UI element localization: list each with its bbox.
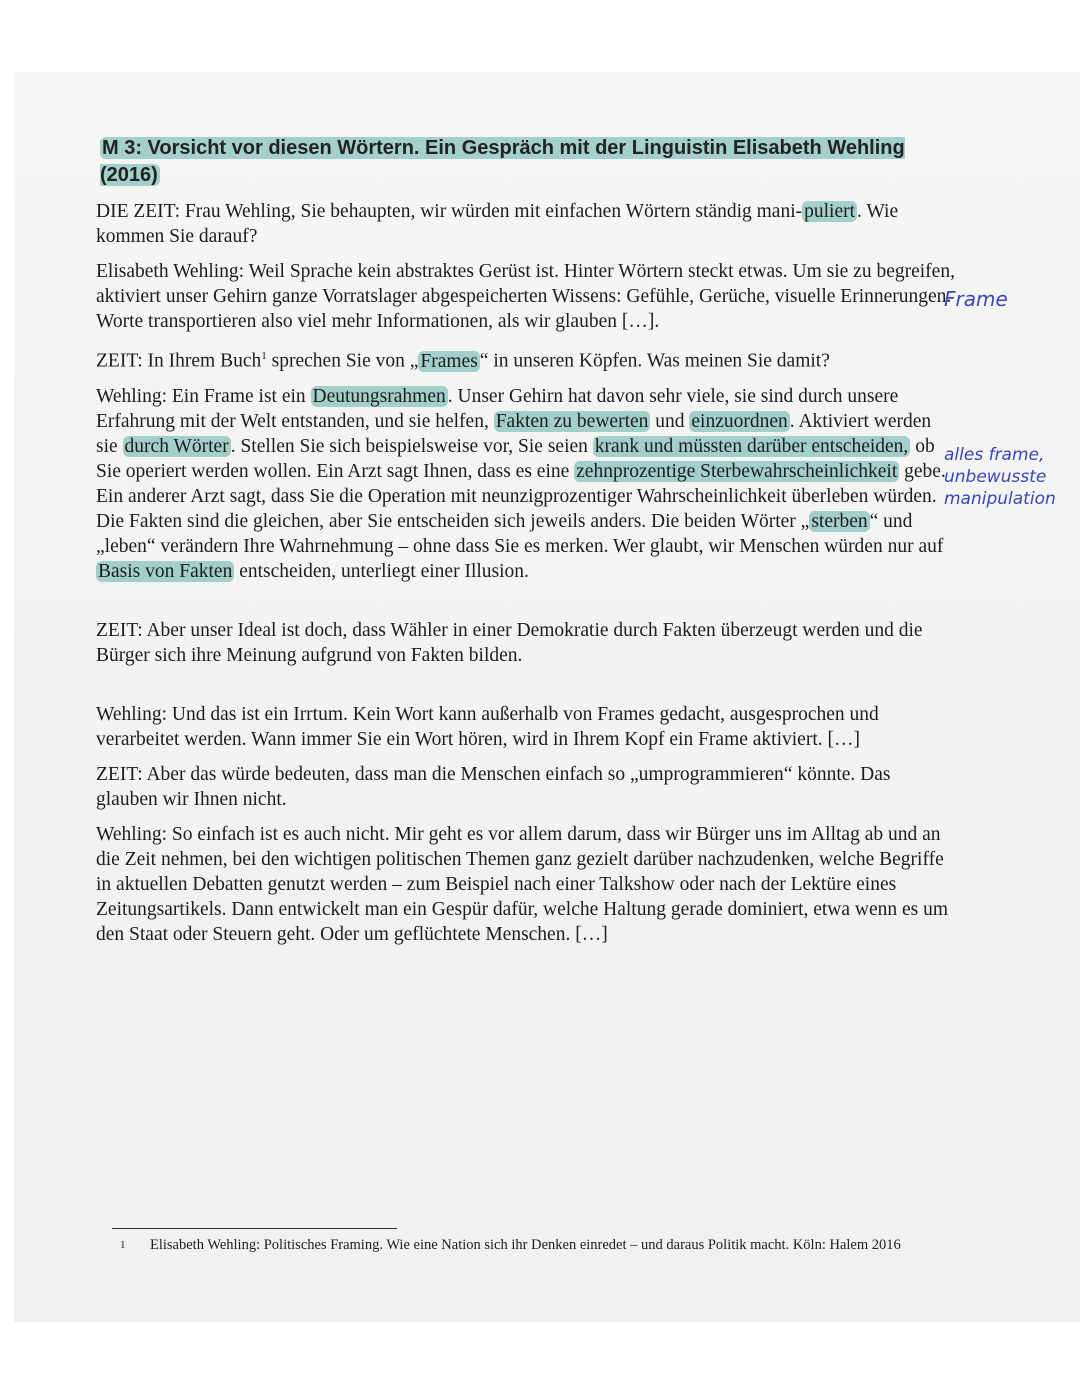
paragraph-wehling-1: Elisabeth Wehling: Weil Sprache kein abstraktes Gerüst ist. Hinter Wörtern steckt etwas. Um sie zu begreifen, aktiviert unser Gehirn ganze Vorratslager abgespeicherten Wissens: Gefühle, Gerüche, visuelle Erinnerungen. Worte transportieren also viel mehr Informationen, als wir glauben […]. (96, 261, 955, 332)
scan-margin (0, 0, 1080, 72)
spacer (96, 678, 956, 702)
footnote (120, 1236, 960, 1255)
handwritten-note-manipulation: alles frame, unbewusste manipulation (944, 445, 1056, 509)
document-title: M 3: Vorsicht vor diesen Wörtern. Ein Gespräch mit der Linguistin Elisabeth Wehling (2016) (100, 137, 905, 186)
paragraph-zeit-1: DIE ZEIT: Frau Wehling, Sie behaupten, wir würden mit einfachen Wörtern ständig mani- puliert . Wie kommen Sie darauf? (96, 201, 899, 247)
footnote-number: 1 (120, 1239, 126, 1251)
spacer (96, 594, 956, 618)
document-body (96, 135, 956, 957)
footnote-text: Elisabeth Wehling: Politisches Framing. Wie eine Nation sich ihr Denken einredet – und daraus Politik macht. Köln: Halem 2016 (150, 1237, 901, 1253)
paragraph-wehling-3: Wehling: Und das ist ein Irrtum. Kein Wort kann außerhalb von Frames gedacht, ausgesprochen und verarbeitet werden. Wann immer Sie ein Wort hören, wird in Ihrem Kopf ein Frame aktiviert. […] (96, 703, 879, 750)
footnote-divider (112, 1228, 397, 1229)
paragraph-zeit-3: ZEIT: Aber unser Ideal ist doch, dass Wähler in einer Demokratie durch Fakten überzeugt werden und die Bürger sich ihre Meinung aufgrund von Fakten bilden. (96, 619, 923, 666)
paragraph-zeit-4: ZEIT: Aber das würde bedeuten, dass man die Menschen einfach so „umprogrammieren“ könnte. Das glauben wir Ihnen nicht. (96, 763, 891, 810)
paragraph-zeit-2: ZEIT: In Ihrem Buch$^1$ sprechen Sie von „ Frames “ in unseren Köpfen. Was meinen Sie damit? (96, 350, 830, 372)
paragraph-wehling-4: Wehling: So einfach ist es auch nicht. Mir geht es vor allem darum, dass wir Bürger uns im Alltag ab und an die Zeit nehmen, bei den wichtigen politischen Themen ganz gezielt darüber nachzudenken, welche Begriffe in aktuellen Debatten genutzt werden – zum Beispiel nach einer Talkshow oder nach der Lektüre eines Zeitungsartikels. Dann entwickelt man ein Gespür dafür, welche Haltung gerade dominiert, etwa wenn es um den Staat oder Steuern geht. Oder um geflüchtete Menschen. […] (96, 823, 949, 945)
handwritten-note-frame: Frame (944, 287, 1008, 311)
paragraph-wehling-2: Wehling: Ein Frame ist ein Deutungsrahmen . Unser Gehirn hat davon sehr viele, sie sind durch unsere Erfahrung mit der Welt entstanden, und sie helfen, Fakten zu bewerten und einzuordnen . Aktiviert werden sie durch Wörter . Stellen Sie sich beispielsweise vor, Sie seien krank und müssten darüber entscheiden, ob Sie operiert werden wollen. Ein Arzt sagt Ihnen, dass es eine zehnprozentige Sterbewahrscheinlichkeit gebe. Ein anderer Arzt sagt, dass Sie die Operation mit neunzigprozentiger Wahrscheinlichkeit überleben würden. Die Fakten sind die gleichen, aber Sie entscheiden sich jeweils anders. Die beiden Wörter „ sterben “ und „leben“ verändern Ihre Wahrnehmung – ohne dass Sie es merken. Wer glaubt, wir Menschen würden nur auf Basis von Fakten entscheiden, unterliegt einer Illusion. (96, 385, 946, 582)
